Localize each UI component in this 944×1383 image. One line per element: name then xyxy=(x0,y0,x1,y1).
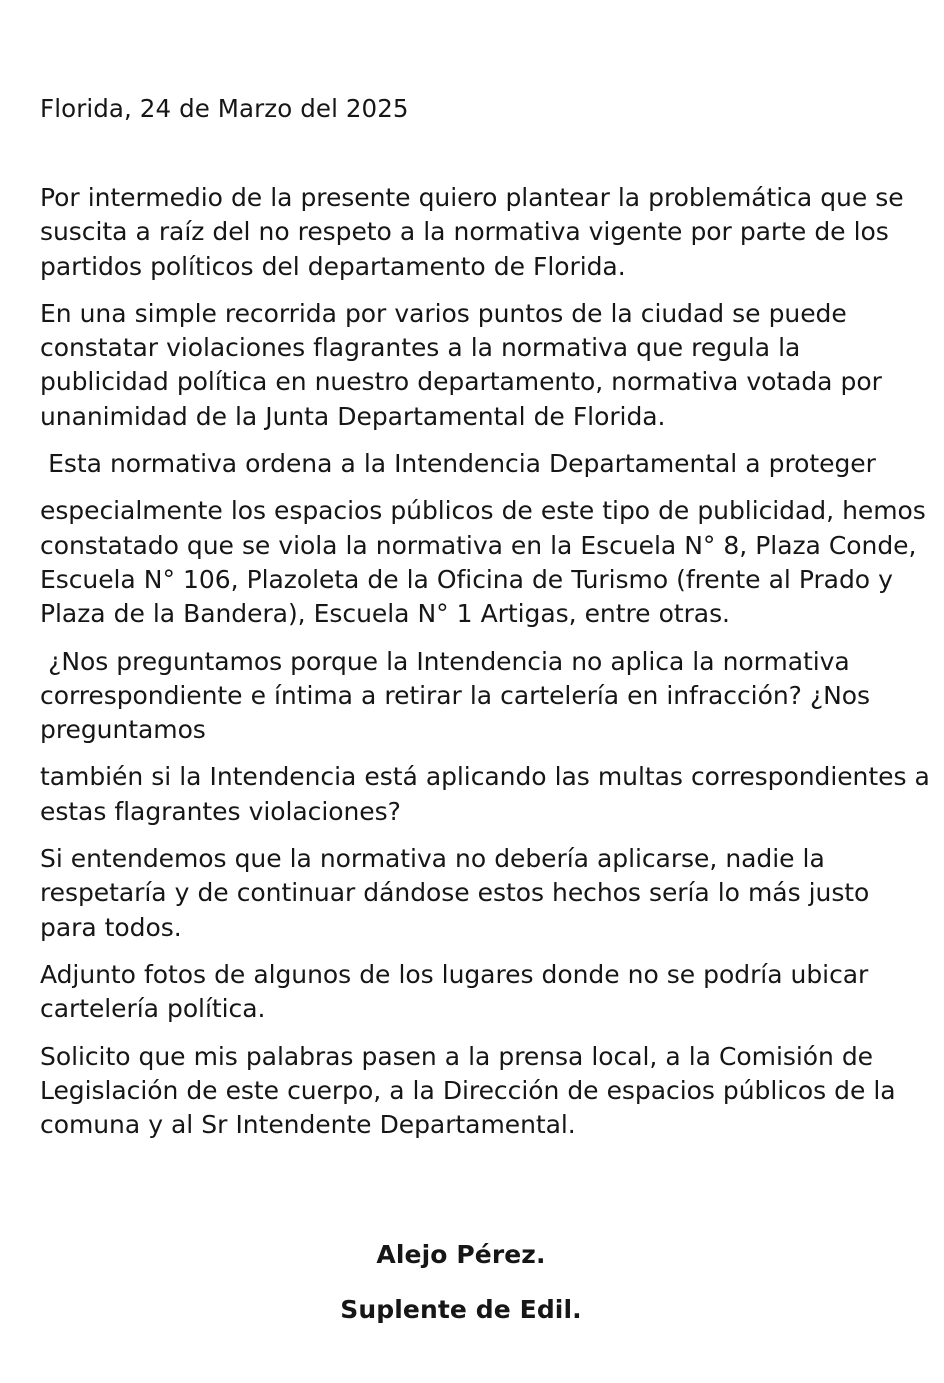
paragraph-4: especialmente los espacios públicos de este tipo de publicidad, hemos constatado que se viola la normativa en la Escuela N° 8, Plaza Conde, Escuela N° 106, Plazoleta de la Oficina de Turismo (frente al Prado y Plaza de la Bandera), Escuela N° 1 Artigas, entre otras. xyxy=(40,496,934,629)
paragraph-5: ¿Nos preguntamos porque la Intendencia no aplica la normativa correspondiente e íntima a retirar la cartelería en infracción? ¿Nos preguntamos xyxy=(40,646,879,745)
document-date-line: Florida, 24 de Marzo del 2025 xyxy=(40,94,409,123)
paragraph-6: también si la Intendencia está aplicando las multas correspondientes a estas flagrantes violaciones? xyxy=(40,762,938,826)
paragraph-1: Por intermedio de la presente quiero plantear la problemática que se suscita a raíz del no respeto a la normativa vigente por parte de los partidos políticos del departamento de Florida. xyxy=(40,183,912,281)
signature-role: Suplente de Edil. xyxy=(340,1295,582,1324)
paragraph-7: Si entendemos que la normativa no debería aplicarse, nadie la respetaría y de continuar dándose estos hechos sería lo más justo para todos. xyxy=(40,844,878,942)
signature-block xyxy=(0,1238,944,1327)
paragraph-3: Esta normativa ordena a la Intendencia Departamental a proteger xyxy=(40,449,876,479)
document-body xyxy=(40,181,938,1142)
paragraph-8: Adjunto fotos de algunos de los lugares donde no se podría ubicar cartelería política. xyxy=(40,959,877,1024)
paragraph-2: En una simple recorrida por varios puntos de la ciudad se puede constatar violaciones flagrantes a la normativa que regula la publicidad política en nuestro departamento, normativa votada por unanimidad de la Junta Departamental de Florida. xyxy=(40,298,890,431)
paragraph-9: Solicito que mis palabras pasen a la prensa local, a la Comisión de Legislación de este cuerpo, a la Dirección de espacios públicos de la comuna y al Sr Intendente Departamental. xyxy=(40,1041,904,1140)
signature-name: Alejo Pérez. xyxy=(376,1240,546,1269)
